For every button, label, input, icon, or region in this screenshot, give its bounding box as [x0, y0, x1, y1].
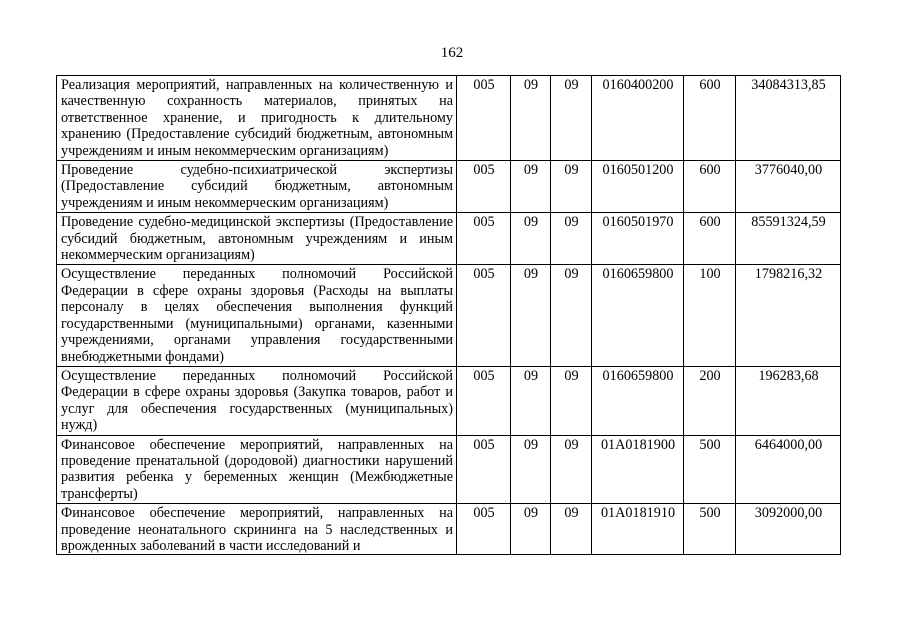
- ministry-code: 005: [457, 435, 511, 504]
- section-code: 09: [511, 213, 551, 265]
- section-code: 09: [511, 161, 551, 213]
- expense-type-code: 500: [684, 435, 736, 504]
- ministry-code: 005: [457, 265, 511, 366]
- amount: 3092000,00: [736, 504, 841, 555]
- target-article-code: 0160400200: [592, 76, 684, 161]
- row-description: Осуществление переданных полномочий Российской Федерации в сфере охраны здоровья (Закупка товаров, работ и услуг для обеспечения государственных (муниципальных) нужд): [57, 366, 457, 435]
- amount: 6464000,00: [736, 435, 841, 504]
- amount: 85591324,59: [736, 213, 841, 265]
- subsection-code: 09: [551, 435, 592, 504]
- ministry-code: 005: [457, 366, 511, 435]
- row-description: Проведение судебно-психиатрической экспертизы (Предоставление субсидий бюджетным, автономным учреждениям и иным некоммерческим организациям): [57, 161, 457, 213]
- expense-type-code: 200: [684, 366, 736, 435]
- expense-type-code: 100: [684, 265, 736, 366]
- row-description: Проведение судебно-медицинской экспертизы (Предоставление субсидий бюджетным, автономным учреждениям и иным некоммерческим организациям): [57, 213, 457, 265]
- section-code: 09: [511, 265, 551, 366]
- table-row: [57, 504, 841, 555]
- row-description: Реализация мероприятий, направленных на количественную и качественную сохранность материалов, принятых на ответственное хранение, и пригодность к длительному хранению (Предоставление субсидий бюджетным, автономным учреждениям и иным некоммерческим организациям): [57, 76, 457, 161]
- expense-type-code: 500: [684, 504, 736, 555]
- expense-type-code: 600: [684, 76, 736, 161]
- expense-type-code: 600: [684, 213, 736, 265]
- target-article-code: 01А0181910: [592, 504, 684, 555]
- target-article-code: 0160501200: [592, 161, 684, 213]
- amount: 1798216,32: [736, 265, 841, 366]
- subsection-code: 09: [551, 76, 592, 161]
- ministry-code: 005: [457, 161, 511, 213]
- subsection-code: 09: [551, 161, 592, 213]
- amount: 196283,68: [736, 366, 841, 435]
- row-description: Финансовое обеспечение мероприятий, направленных на проведение неонатального скрининга на 5 наследственных и врожденных заболеваний в части исследований и: [61, 505, 453, 554]
- section-code: 09: [511, 366, 551, 435]
- subsection-code: 09: [551, 213, 592, 265]
- ministry-code: 005: [457, 504, 511, 555]
- target-article-code: 01А0181900: [592, 435, 684, 504]
- section-code: 09: [511, 435, 551, 504]
- table-row: [57, 213, 841, 265]
- page-number: 162: [440, 45, 464, 61]
- table-row: [57, 435, 841, 504]
- amount: 3776040,00: [736, 161, 841, 213]
- section-code: 09: [511, 76, 551, 161]
- expense-type-code: 600: [684, 161, 736, 213]
- amount: 34084313,85: [736, 76, 841, 161]
- section-code: 09: [511, 504, 551, 555]
- target-article-code: 0160501970: [592, 213, 684, 265]
- subsection-code: 09: [551, 504, 592, 555]
- table-row: [57, 76, 841, 161]
- table-row: [57, 161, 841, 213]
- table-row: [57, 265, 841, 366]
- ministry-code: 005: [457, 76, 511, 161]
- ministry-code: 005: [457, 213, 511, 265]
- subsection-code: 09: [551, 265, 592, 366]
- table-row: [57, 366, 841, 435]
- row-description: Осуществление переданных полномочий Российской Федерации в сфере охраны здоровья (Расходы на выплаты персоналу в целях обеспечения выполнения функций государственными (муниципальными) органами, казенными учреждениями, органами управления государственными внебюджетными фондами): [57, 265, 457, 366]
- subsection-code: 09: [551, 366, 592, 435]
- row-description-cell: [57, 504, 457, 555]
- row-description: Финансовое обеспечение мероприятий, направленных на проведение пренатальной (дородовой) диагностики нарушений развития ребенка у беременных женщин (Межбюджетные трансферты): [57, 435, 457, 504]
- target-article-code: 0160659800: [592, 366, 684, 435]
- budget-table: [56, 75, 841, 555]
- target-article-code: 0160659800: [592, 265, 684, 366]
